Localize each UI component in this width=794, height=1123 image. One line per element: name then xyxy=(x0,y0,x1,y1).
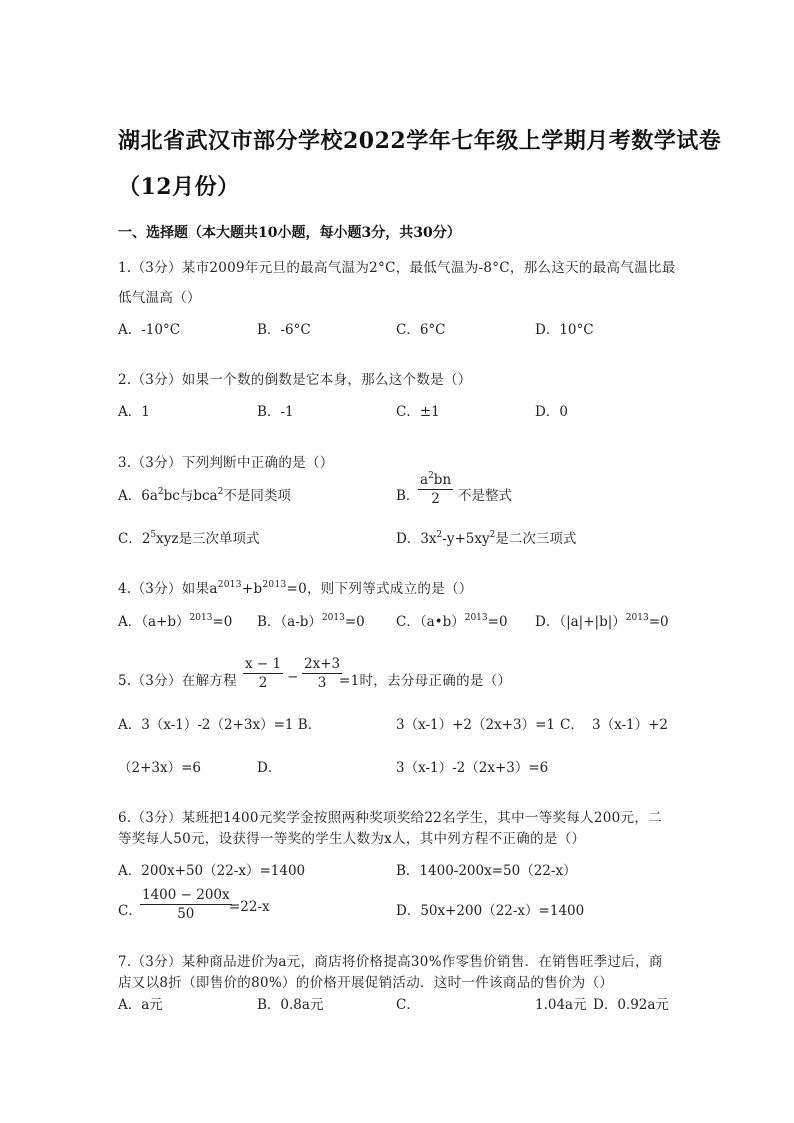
question-4-line-1: 4.（3分）如果$a^{2013}+b^{2013}=0$，则下列等式成立的是（） xyxy=(118,580,473,597)
question-5-fraction-2: $\frac{2x+3}{3}$ xyxy=(304,656,341,691)
question-2-option-c: C．±1 xyxy=(396,404,440,420)
question-4-option-b: B．$(a-b)^{2013}=0$ xyxy=(257,613,365,630)
question-6-line-1: 6.（3分）某班把1400元奖学金按照两种奖项奖给22名学生，其中一等奖每人200元，二 xyxy=(118,810,662,826)
question-4-option-d: D．$(|a|+|b|)^{2013}=0$ xyxy=(535,613,669,630)
question-1-option-c: C．6°C xyxy=(396,322,446,338)
question-4-option-c: C．（a•b）$^{2013}$=0 xyxy=(396,613,508,630)
question-3-option-c: C．$2^5xyz$是三次单项式 xyxy=(118,530,260,547)
question-6-option-b: B．1400-200x=50（22-x） xyxy=(396,863,577,879)
question-6-option-c-fraction: $\frac{1400 - 200x}{50}$ xyxy=(142,887,230,922)
question-5-option-d-expr: 3（x-1）-2（2x+3）=6 xyxy=(396,760,549,776)
section-heading: 一、选择题（本大题共10小题，每小题3分，共30分） xyxy=(118,225,461,241)
question-7-option-c-label: C． xyxy=(396,997,420,1013)
question-7-option-b: B．0.8a元 xyxy=(257,997,324,1013)
question-6-option-c-text: =22-x xyxy=(229,899,270,915)
page-subtitle: （12月份） xyxy=(118,174,240,200)
question-5-option-b-expr: 3（x-1）+2（2x+3）=1 xyxy=(396,717,556,733)
question-1-option-d: D．10°C xyxy=(535,322,594,338)
question-3-line-1: 3.（3分）下列判断中正确的是（） xyxy=(118,455,334,471)
question-4-option-a: A．$(a+b)^{2013}=0$ xyxy=(118,613,233,630)
question-1-line-2: 低气温高（） xyxy=(118,290,201,306)
question-5-fraction-1: $\frac{x - 1}{2}$ xyxy=(245,656,282,691)
question-2-line-1: 2.（3分）如果一个数的倒数是它本身，那么这个数是（） xyxy=(118,372,472,388)
question-5-option-c-expr-cont: （2+3x）=6 xyxy=(118,760,202,776)
page-title: 湖北省武汉市部分学校2022学年七年级上学期月考数学试卷 xyxy=(118,128,722,154)
question-3-option-b-fraction: $\frac{a^2bn}{2}$ xyxy=(420,471,452,507)
question-5-option-d-label: D． xyxy=(257,760,282,776)
question-7-line-2: 店又以8折（即售价的80%）的价格开展促销活动．这时一件该商品的售价为（） xyxy=(118,975,614,991)
question-5-option-a-b: A．3（x-1）-2（2+3x）=1 B． xyxy=(118,717,322,733)
question-5-option-c-expr: 3（x-1）+2 xyxy=(592,717,669,733)
question-6-option-d: D．50x+200（22-x）=1400 xyxy=(396,903,585,919)
question-7-option-a: A．a元 xyxy=(118,997,163,1013)
question-5-suffix: =1时，去分母正确的是（） xyxy=(339,673,512,689)
question-5-minus: − xyxy=(287,669,299,685)
question-3-option-b-text: 不是整式 xyxy=(458,488,512,504)
question-3-option-d: D．$3x^2-y+5xy^2$是二次三项式 xyxy=(396,530,577,547)
question-2-option-d: D．0 xyxy=(535,404,568,420)
question-2-option-b: B．-1 xyxy=(257,404,294,420)
question-5-option-c-label: C． xyxy=(560,717,584,733)
question-6-option-c-label: C． xyxy=(118,903,142,919)
question-6-line-2: 等奖每人50元，设获得一等奖的学生人数为x人，其中列方程不正确的是（） xyxy=(118,831,586,847)
question-1-line-1: 1.（3分）某市2009年元旦的最高气温为2°C，最低气温为-8°C，那么这天的最高气温比最 xyxy=(118,260,676,276)
question-5-prefix: 5.（3分）在解方程 xyxy=(118,673,237,689)
question-7-line-1: 7.（3分）某种商品进价为a元，商店将价格提高30%作零售价销售．在销售旺季过后，商 xyxy=(118,954,663,970)
question-7-option-d: D．0.92a元 xyxy=(593,997,669,1013)
question-3-option-a: A．$6a^2bc$与bca$^2$不是同类项 xyxy=(118,487,291,504)
question-1-option-b: B．-6°C xyxy=(257,322,311,338)
question-7-option-c-value: 1.04a元 xyxy=(535,997,587,1013)
question-1-option-a: A．-10°C xyxy=(118,322,181,338)
question-6-option-a: A．200x+50（22-x）=1400 xyxy=(118,863,306,879)
question-2-option-a: A．1 xyxy=(118,404,150,420)
question-3-option-b-label: B． xyxy=(396,488,420,504)
